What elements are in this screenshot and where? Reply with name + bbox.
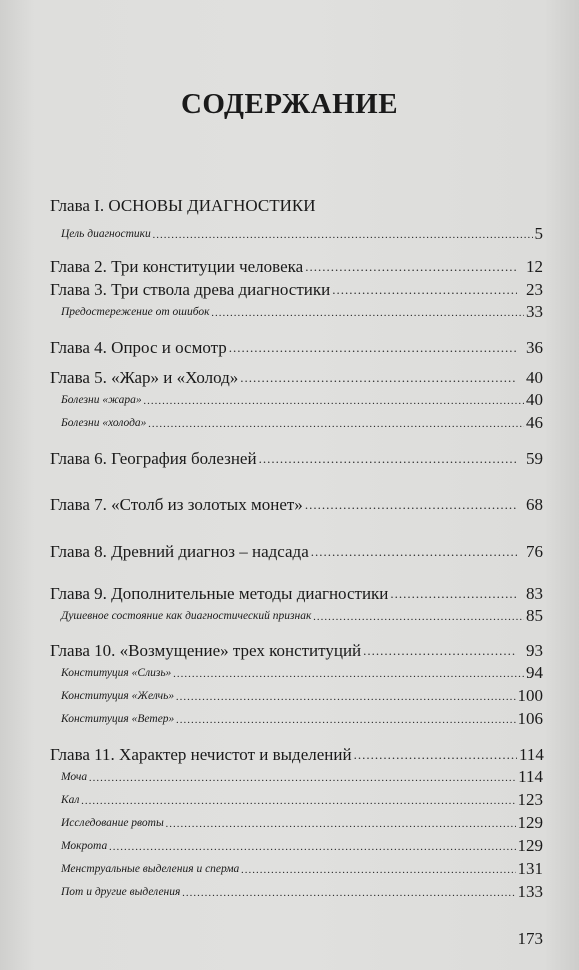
toc-entry-page: 5 xyxy=(534,224,543,243)
dot-leader xyxy=(144,393,524,409)
dot-leader xyxy=(166,816,516,832)
page-title: СОДЕРЖАНИЕ xyxy=(180,88,399,120)
dot-leader xyxy=(176,689,515,705)
toc-entry-title: Цель диагностики xyxy=(61,228,151,240)
toc-entry-title: Болезни «холода» xyxy=(61,417,147,429)
toc-chapter-entry xyxy=(0,257,579,277)
toc-section-entry xyxy=(0,225,579,243)
toc-entry-title: Душевное состояние как диагностический признак xyxy=(61,610,312,622)
toc-section-entry xyxy=(0,837,579,855)
toc-entry-title: Глава 5. «Жар» и «Холод» xyxy=(50,368,239,387)
toc-entry-page: 59 xyxy=(526,449,543,468)
toc-section-entry xyxy=(0,391,579,409)
toc-entry-title: Глава 10. «Возмущение» трех конституций xyxy=(50,641,362,660)
toc-entry-title: Конституция «Желчь» xyxy=(61,690,175,702)
dot-leader xyxy=(182,885,515,901)
dot-leader xyxy=(229,338,517,358)
toc-entry-title: Глава 7. «Столб из золотых монет» xyxy=(50,495,303,514)
toc-entry-page: 33 xyxy=(526,302,543,321)
toc-entry-title: Глава 11. Характер нечистот и выделений xyxy=(50,745,352,764)
dot-leader xyxy=(89,770,516,786)
dot-leader xyxy=(354,745,517,765)
toc-entry-page: 23 xyxy=(526,280,543,299)
toc-entry-page: 68 xyxy=(526,495,543,514)
toc-entry-page: 123 xyxy=(517,790,543,809)
toc-entry-page: 76 xyxy=(526,542,543,561)
toc-entry-page: 40 xyxy=(526,390,543,409)
dot-leader xyxy=(176,712,515,728)
toc-entry-page: 106 xyxy=(517,709,543,728)
toc-entry-page: 129 xyxy=(517,813,543,832)
toc-entry-page: 133 xyxy=(517,882,543,901)
toc-entry-page: 129 xyxy=(517,836,543,855)
toc-chapter-entry xyxy=(0,280,579,300)
toc-entry-title: Конституция «Слизь» xyxy=(61,667,172,679)
toc-entry-title: Глава I. ОСНОВЫ ДИАГНОСТИКИ xyxy=(50,196,316,215)
toc-entry-title: Пот и другие выделения xyxy=(61,886,181,898)
dot-leader xyxy=(173,666,524,682)
toc-section-entry xyxy=(0,768,579,786)
toc-chapter-entry xyxy=(0,449,579,469)
toc-entry-page: 83 xyxy=(526,584,543,603)
toc-entry-title: Предостережение от ошибок xyxy=(61,306,210,318)
dot-leader xyxy=(390,584,517,604)
toc-chapter-entry xyxy=(0,641,579,661)
toc-chapter-entry xyxy=(0,495,579,515)
toc-entry-page: 93 xyxy=(526,641,543,660)
toc-section-entry xyxy=(0,814,579,832)
toc-chapter-entry xyxy=(0,542,579,562)
page-number: 173 xyxy=(517,929,543,948)
toc-entry-title: Конституция «Ветер» xyxy=(61,713,175,725)
dot-leader xyxy=(363,641,517,661)
dot-leader xyxy=(305,495,517,515)
toc-chapter-entry xyxy=(0,338,579,358)
dot-leader xyxy=(81,793,515,809)
toc-section-entry xyxy=(0,687,579,705)
dot-leader xyxy=(332,280,517,300)
toc-entry-page: 85 xyxy=(526,606,543,625)
toc-entry-title: Кал xyxy=(61,794,80,806)
toc-section-entry xyxy=(0,303,579,321)
toc-entry-page: 36 xyxy=(526,338,543,357)
dot-leader xyxy=(305,257,517,277)
toc-section-entry xyxy=(0,791,579,809)
toc-entry-page: 100 xyxy=(517,686,543,705)
toc-entry-title: Болезни «жара» xyxy=(61,394,142,406)
dot-leader xyxy=(311,542,517,562)
dot-leader xyxy=(313,609,524,625)
toc-entry-title: Глава 3. Три ствола древа диагностики xyxy=(50,280,331,299)
toc-entry-title: Глава 6. География болезней xyxy=(50,449,257,468)
dot-leader xyxy=(148,416,524,432)
toc-entry-page: 131 xyxy=(517,859,543,878)
toc-chapter-entry xyxy=(0,745,579,765)
toc-entry-page: 114 xyxy=(519,745,544,764)
toc-section-entry xyxy=(0,710,579,728)
toc-entry-title: Мокрота xyxy=(61,840,108,852)
toc-chapter-entry xyxy=(0,196,579,216)
toc-entry-page: 46 xyxy=(526,413,543,432)
toc-section-entry xyxy=(0,607,579,625)
toc-entry-page: 12 xyxy=(526,257,543,276)
dot-leader xyxy=(109,839,515,855)
toc-entry-title: Менструальные выделения и сперма xyxy=(61,863,240,875)
toc-section-entry xyxy=(0,860,579,878)
toc-section-entry xyxy=(0,883,579,901)
dot-leader xyxy=(153,227,533,243)
toc-entry-title: Глава 9. Дополнительные методы диагностики xyxy=(50,584,389,603)
toc-section-entry xyxy=(0,414,579,432)
dot-leader xyxy=(241,862,515,878)
toc-chapter-entry xyxy=(0,368,579,388)
toc-entry-title: Исследование рвоты xyxy=(61,817,164,829)
toc-entry-title: Глава 2. Три конституции человека xyxy=(50,257,304,276)
dot-leader xyxy=(259,449,517,469)
dot-leader xyxy=(211,305,524,321)
toc-entry-title: Моча xyxy=(61,771,88,783)
toc-chapter-entry xyxy=(0,584,579,604)
toc-entry-title: Глава 4. Опрос и осмотр xyxy=(50,338,227,357)
toc-entry-page: 114 xyxy=(518,767,543,786)
toc-entry-title: Глава 8. Древний диагноз – надсада xyxy=(50,542,309,561)
toc-entry-page: 94 xyxy=(526,663,543,682)
dot-leader xyxy=(240,368,517,388)
toc-section-entry xyxy=(0,664,579,682)
toc-entry-page: 40 xyxy=(526,368,543,387)
